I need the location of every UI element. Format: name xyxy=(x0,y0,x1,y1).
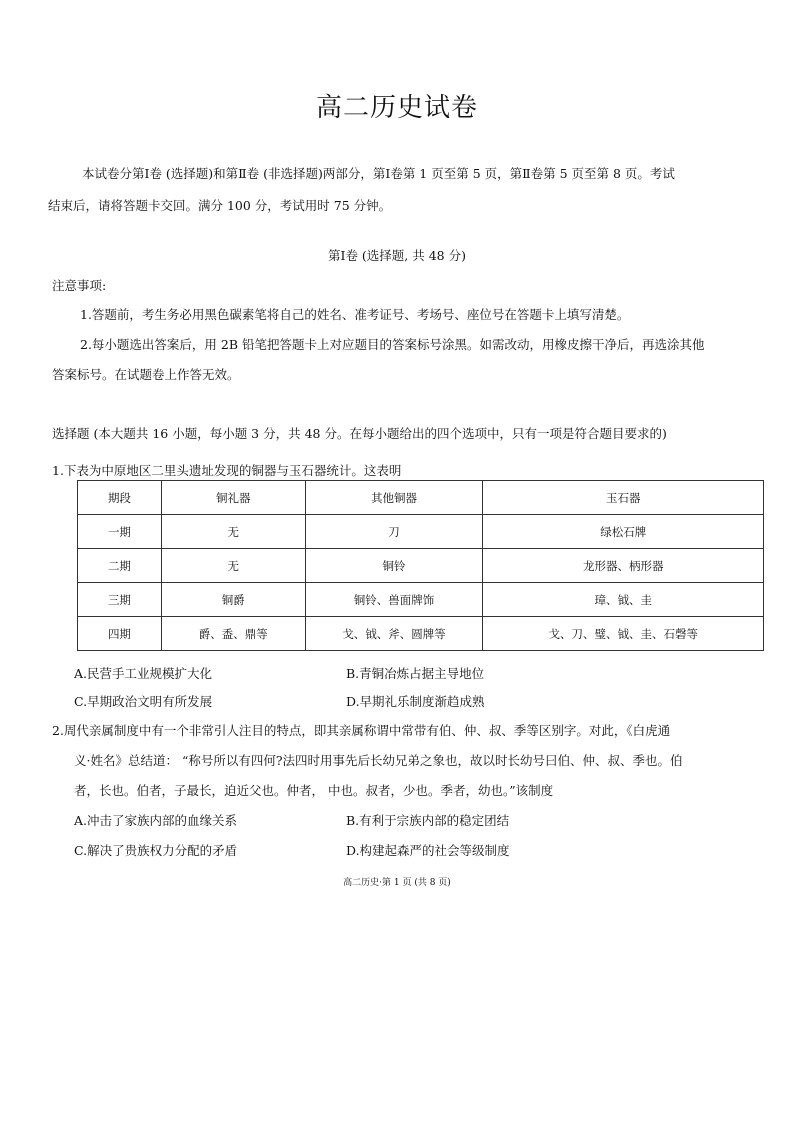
page-title: 高二历史试卷 xyxy=(315,93,478,123)
table-cell: 戈、钺、斧、圆牌等 xyxy=(305,617,483,651)
question-1-option-c: C.早期政治文明有所发展 xyxy=(74,694,213,709)
notes-heading: 注意事项: xyxy=(52,278,107,293)
table-cell: 四期 xyxy=(78,617,162,651)
notes-item-2-line-2: 答案标号。在试题卷上作答无效。 xyxy=(52,367,240,382)
question-2-option-b: B.有利于宗族内部的稳定团结 xyxy=(346,813,510,828)
table-cell: 二期 xyxy=(78,549,162,583)
notes-item-2-line-1: 2.每小题选出答案后，用 2B 铅笔把答题卡上对应题目的答案标号涂黑。如需改动，用橡皮擦干净后，再选涂其他 xyxy=(80,337,705,352)
table-cell: 无 xyxy=(161,549,305,583)
table-header-cell: 铜礼器 xyxy=(161,481,305,515)
table-cell: 爵、盉、鼎等 xyxy=(161,617,305,651)
table-cell: 铜爵 xyxy=(161,583,305,617)
table-cell: 璋、钺、圭 xyxy=(483,583,764,617)
table-cell: 绿松石牌 xyxy=(483,515,764,549)
page-footer: 高二历史·第 1 页 (共 8 页) xyxy=(343,878,451,888)
table-header-cell: 玉石器 xyxy=(483,481,764,515)
table-row xyxy=(78,583,764,617)
question-2-option-c: C.解决了贵族权力分配的矛盾 xyxy=(74,843,238,858)
table-header-row xyxy=(78,481,764,515)
table-header-cell: 其他铜器 xyxy=(305,481,483,515)
question-1-option-d: D.早期礼乐制度渐趋成熟 xyxy=(346,694,485,709)
question-1-option-b: B.青铜冶炼占据主导地位 xyxy=(346,666,485,681)
table-row xyxy=(78,617,764,651)
question-1-stem: 1.下表为中原地区二里头遗址发现的铜器与玉石器统计。这表明 xyxy=(52,463,402,478)
table-cell: 无 xyxy=(161,515,305,549)
exam-intro xyxy=(48,158,748,222)
question-2-line-3: 者，长也。伯者，子最长，迫近父也。仲者， 中也。叔者，少也。季者，幼也。”该制度 xyxy=(74,783,554,798)
question-2-option-a: A.冲击了家族内部的血缘关系 xyxy=(74,813,238,828)
table-cell: 铜铃、兽面牌饰 xyxy=(305,583,483,617)
intro-line-2: 结束后，请将答题卡交回。满分 100 分，考试用时 75 分钟。 xyxy=(48,198,392,213)
table-cell: 三期 xyxy=(78,583,162,617)
table-cell: 龙形器、柄形器 xyxy=(483,549,764,583)
table-cell: 铜铃 xyxy=(305,549,483,583)
table-cell: 刀 xyxy=(305,515,483,549)
notes-item-1: 1.答题前，考生务必用黑色碳素笔将自己的姓名、准考证号、考场号、座位号在答题卡上填写清楚。 xyxy=(80,307,630,322)
mc-instructions: 选择题 (本大题共 16 小题，每小题 3 分，共 48 分。在每小题给出的四个选项中，只有一项是符合题目要求的) xyxy=(52,426,667,441)
question-1-option-a: A.民营手工业规模扩大化 xyxy=(74,666,213,681)
bronze-jade-table xyxy=(77,480,764,651)
question-2-option-d: D.构建起森严的社会等级制度 xyxy=(346,843,510,858)
table-row xyxy=(78,549,764,583)
table-cell: 一期 xyxy=(78,515,162,549)
table-row xyxy=(78,515,764,549)
question-2-line-1: 2.周代亲属制度中有一个非常引人注目的特点，即其亲属称谓中常带有伯、仲、叔、季等区别字。对此，《白虎通 xyxy=(52,723,671,738)
table-header-cell: 期段 xyxy=(78,481,162,515)
table-cell: 戈、刀、璧、钺、圭、石磬等 xyxy=(483,617,764,651)
intro-line-1: 本试卷分第Ⅰ卷 (选择题)和第Ⅱ卷 (非选择题)两部分，第Ⅰ卷第 1 页至第 5 页，第Ⅱ卷第 5 页至第 8 页。考试 xyxy=(82,166,675,181)
question-2-line-2: 义·姓名》总结道： “称号所以有四何?法四时用事先后长幼兄弟之象也，故以时长幼号曰伯、仲、叔、季也。伯 xyxy=(74,753,683,768)
section-title: 第Ⅰ卷 (选择题, 共 48 分) xyxy=(328,248,466,263)
